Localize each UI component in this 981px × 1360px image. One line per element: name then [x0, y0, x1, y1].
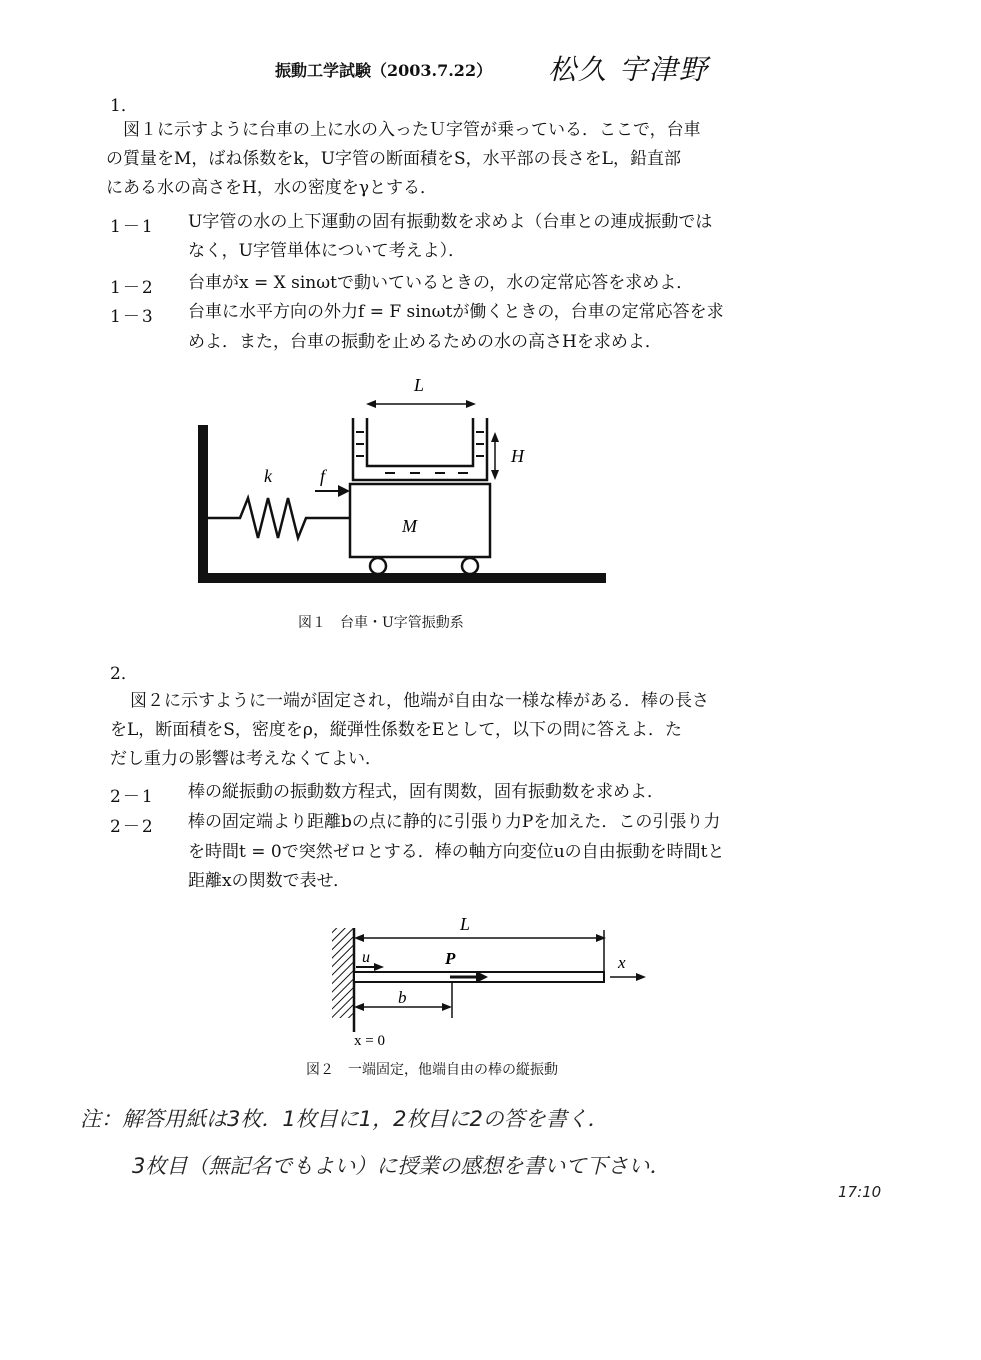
- fig1-spring: [208, 498, 350, 538]
- q1-intro-line-1: 図１に示すように台車の上に水の入ったＵ字管が乗っている．ここで，台車: [123, 120, 701, 140]
- fig2-label-L: L: [460, 914, 471, 934]
- figure-1-caption: 図１ 台車・U字管振動系: [298, 615, 464, 631]
- fig2-label-x: x: [618, 953, 626, 972]
- fig1-wheel-right: [462, 558, 478, 574]
- handwritten-mark: 17:10: [838, 1183, 882, 1201]
- fig1-cart: [350, 484, 490, 557]
- q1-3-label: 1－3: [110, 307, 155, 327]
- fig1-utube-inner: [367, 418, 473, 466]
- q1-1-text-line-2: なく，U字管単体について考えよ）．: [188, 241, 466, 261]
- handwritten-note-line-2: 3枚目（無記名でもよい）に授業の感想を書いて下さい．: [132, 1154, 671, 1178]
- fig1-utube-outer: [353, 418, 487, 480]
- fig2-label-x0: x = 0: [354, 1033, 385, 1049]
- fig1-label-H: H: [511, 446, 524, 466]
- q1-number: 1．: [110, 96, 138, 116]
- q1-intro-line-2: の質量をM，ばね係数をk，U字管の断面積をS，水平部の長さをL，鉛直部: [106, 149, 681, 169]
- fig1-label-k: k: [264, 466, 272, 486]
- q2-number: 2．: [110, 664, 138, 684]
- handwritten-signature: 松久 宇津野: [548, 53, 709, 86]
- figure-2-caption: 図２ 一端固定，他端自由の棒の縦振動: [306, 1062, 558, 1078]
- fig1-wall: [198, 425, 208, 580]
- fig2-label-P: P: [445, 949, 456, 968]
- q1-2-label: 1－2: [110, 278, 155, 298]
- q2-1-label: 2－1: [110, 787, 155, 807]
- handwritten-note-line-1: 注：解答用紙は3枚．1枚目に1，2枚目に2の答を書く．: [80, 1107, 609, 1131]
- fig1-label-M: M: [402, 516, 417, 536]
- fig2-fixed-wall: [332, 928, 354, 1018]
- q1-intro-line-3: にある水の高さをH，水の密度をγとする．: [106, 178, 437, 198]
- q1-3-text-line-2: めよ．また，台車の振動を止めるための水の高さHを求めよ．: [188, 332, 662, 352]
- fig1-floor: [198, 573, 606, 583]
- q2-2-text-line-3: 距離xの関数で表せ．: [188, 871, 351, 891]
- q1-1-text-line-1: U字管の水の上下運動の固有振動数を求めよ（台車との連成振動では: [188, 212, 713, 232]
- fig1-label-L: L: [414, 375, 425, 395]
- exam-title: 振動工学試験（2003.7.22）: [275, 61, 493, 80]
- q1-2-text-line-1: 台車がx = X sinωtで動いているときの，水の定常応答を求めよ．: [188, 273, 694, 293]
- fig2-label-u: u: [362, 949, 370, 966]
- q2-intro-line-3: だし重力の影響は考えなくてよい．: [110, 749, 382, 769]
- q2-intro-line-2: をL，断面積をS，密度をρ，縦弾性係数をEとして，以下の問に答えよ．た: [110, 720, 682, 740]
- figure-2-bar: [320, 910, 670, 1050]
- fig1-label-f: f: [320, 466, 326, 486]
- q2-2-label: 2－2: [110, 817, 155, 837]
- q1-1-label: 1－1: [110, 217, 155, 237]
- q2-2-text-line-2: を時間t = 0で突然ゼロとする．棒の軸方向変位uの自由振動を時間tと: [188, 842, 725, 862]
- fig2-label-b: b: [398, 988, 407, 1007]
- q2-2-text-line-1: 棒の固定端より距離bの点に静的に引張り力Pを加えた．この引張り力: [188, 812, 721, 832]
- q1-3-text-line-1: 台車に水平方向の外力f = F sinωtが働くときの，台車の定常応答を求: [188, 302, 724, 322]
- figure-1-cart-utube: [190, 370, 620, 585]
- q2-1-text-line-1: 棒の縦振動の振動数方程式，固有関数，固有振動数を求めよ．: [188, 782, 664, 802]
- fig1-wheel-left: [370, 558, 386, 574]
- q2-intro-line-1: 図２に示すように一端が固定され，他端が自由な一様な棒がある．棒の長さ: [130, 691, 710, 711]
- fig1-force-arrowhead: [338, 485, 350, 497]
